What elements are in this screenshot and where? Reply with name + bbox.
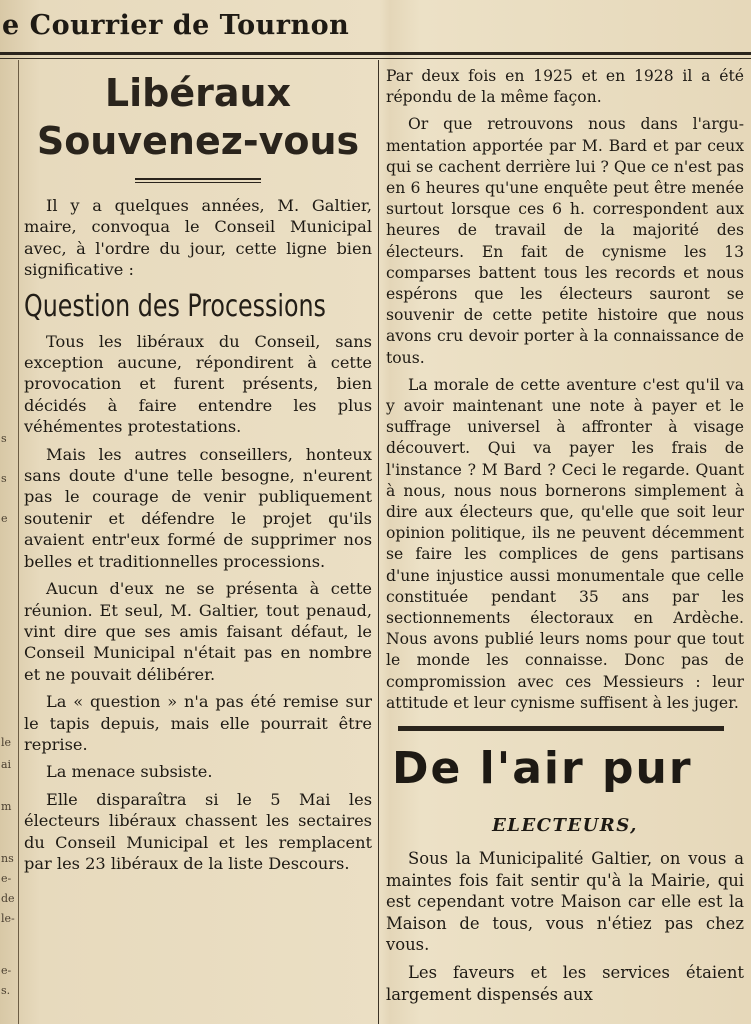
headline-rule [135, 178, 261, 183]
article-paragraph: Aucun d'eux ne se présenta à cette réunion. Et seul, M. Galtier, tout penaud, vint dire que ses amis faisant défaut, le Conseil Municipal n'était pas en nombre et ne pouvait délibérer. [24, 579, 372, 684]
right-column [386, 66, 744, 1005]
margin-fragment: s [1, 472, 7, 485]
headline-liberaux: Libéraux [104, 71, 292, 115]
section-divider [398, 726, 724, 731]
margin-fragment: de [1, 892, 15, 905]
margin-fragment: m [1, 800, 12, 813]
headline-air-pur: De l'air pur [392, 743, 693, 795]
article-paragraph: Or que retrouvons nous dans l'argumentation apportée par M. Bard et par ceux qui se cachent derrière lui ? Que ce n'est pas en 6 heures qu'une enquête peut être menée surtout lorsque ces 6 h. correspondent aux heures de travail de la majorité des électeurs. En fait de cynisme les 13 comparses battent tous les records et nous espérons que les électeurs sauront se souvenir de cette petite histoire que nous avons cru devoir porter à la connaissance de tous. [386, 115, 744, 367]
margin-fragment: le [1, 736, 12, 749]
article-paragraph: Tous les libéraux du Conseil, sans exception aucune, répondirent à cette provocation et furent présents, bien décidés à faire entendre les plus véhémentes protestations. [24, 331, 372, 437]
subheadline-question-processions: Question des Processions [24, 288, 326, 324]
headline-souvenez-vous: Souvenez-vous [36, 119, 360, 163]
subheadline-electeurs: ELECTEURS, [492, 815, 638, 837]
masthead [0, 0, 751, 55]
margin-fragment: ai [1, 758, 12, 771]
masthead-rule [0, 58, 751, 59]
margin-fragment: ns [1, 852, 14, 865]
column-divider [378, 60, 379, 1024]
article-paragraph: Mais les autres conseillers, honteux sans doute d'une telle besogne, n'eurent pas le courage de venir publiquement soutenir et défendre le projet qu'ils avaient entr'eux formé de supprimer nos belles et traditionnelles processions. [24, 444, 372, 571]
article-paragraph: Les faveurs et les services étaient largement dispensés aux [386, 963, 744, 1004]
article-paragraph: La menace subsiste. [46, 762, 213, 782]
article-air-pur [386, 745, 744, 1005]
margin-fragment: le- [1, 912, 15, 925]
article-paragraph: Sous la Municipalité Galtier, on vous a maintes fois fait sentir qu'à la Mairie, qui est cependant votre Maison car elle est la Maison de tous, vous n'étiez pas chez vous. [386, 849, 744, 955]
margin-fragment: s [1, 432, 7, 445]
margin-fragment: e- [1, 964, 12, 977]
margin-fragments [0, 60, 16, 1024]
article-liberaux [24, 66, 372, 874]
left-column-rule [18, 60, 19, 1024]
margin-fragment: s. [1, 984, 11, 997]
article-paragraph: La morale de cette aventure c'est qu'il va y avoir maintenant une note à payer et le suffrage universel à affronter à visage découvert. Qui va payer les frais de l'instance ? M Bard ? Ceci le regarde. Quant à nous, nous nous bornerons simplement à dire aux électeurs que, qu'elle que soit leur opinion politique, ils ne peuvent décemment se faire les complices de gens partisans d'une injustice aussi monumentale que celle constituée pendant 35 ans par les sectionnements électoraux en Ardèche. Nous avons publié leurs noms pour que tout le monde les connaisse. Donc pas de compromission avec ces Messieurs : leur attitude et leur cynisme suffisent à les juger. [386, 375, 744, 712]
margin-fragment: e [1, 512, 8, 525]
article-paragraph: Par deux fois en 1925 et en 1928 il a été répondu de la même façon. [386, 67, 744, 107]
intro-paragraph: Il y a quelques années, M. Galtier, maire, convoqua le Conseil Municipal avec, à l'ordre du jour, cette ligne bien significative : [24, 196, 372, 280]
article-paragraph: La « question » n'a pas été remise sur le tapis depuis, mais elle pourrait être reprise. [24, 692, 372, 754]
margin-fragment: e- [1, 872, 12, 885]
article-paragraph: Elle disparaîtra si le 5 Mai les électeurs libéraux chassent les sectaires du Conseil Municipal et les remplacent par les 23 libéraux de la liste Descours. [24, 789, 372, 873]
newspaper-title: e Courrier de Tournon [2, 10, 350, 41]
